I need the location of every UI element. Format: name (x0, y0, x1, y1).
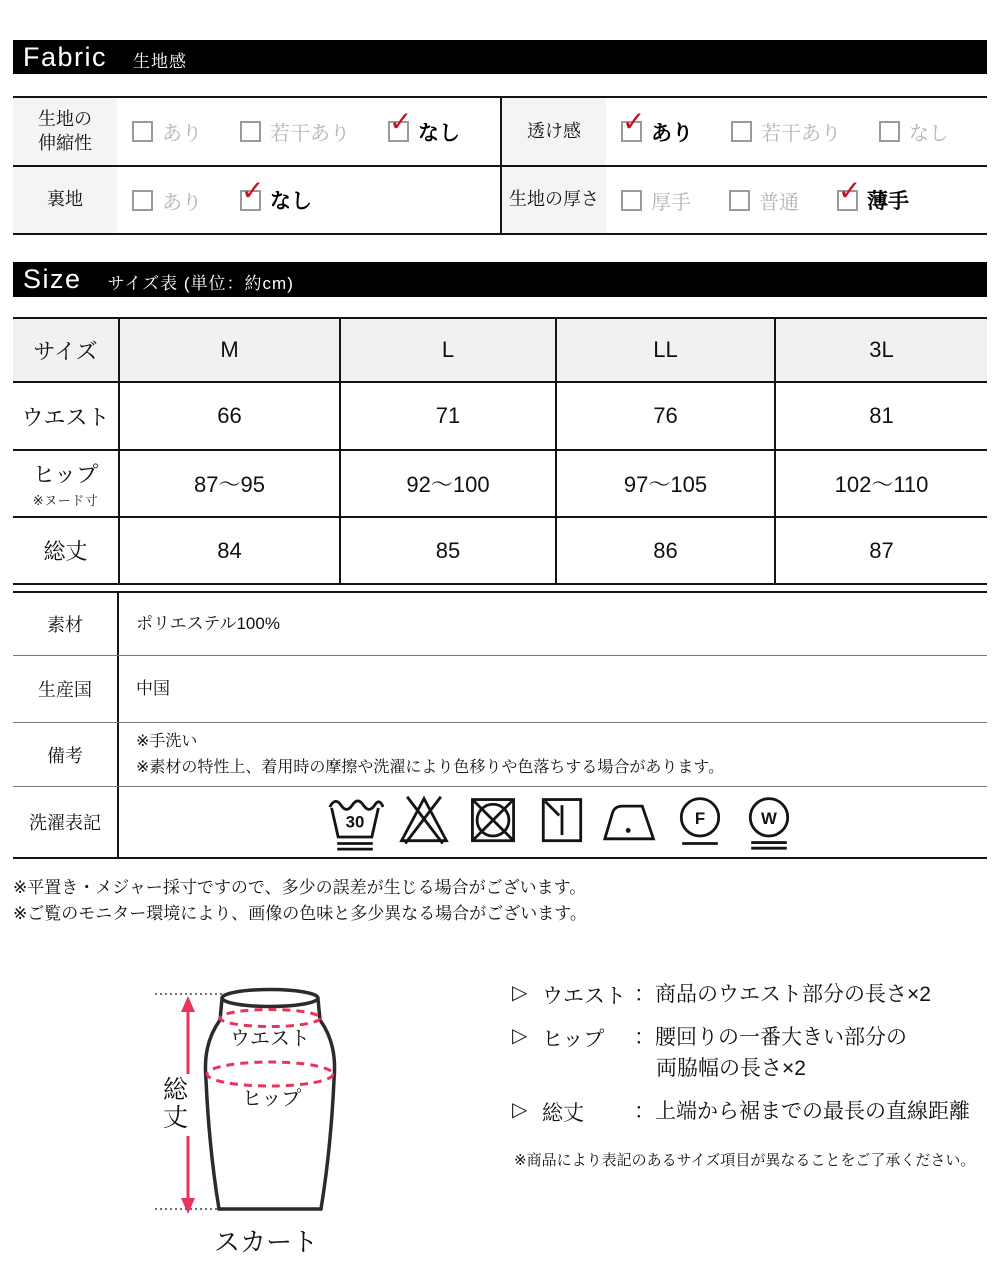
fabric-row-label: 生地の 伸縮性 (13, 98, 117, 165)
size-header-cell: L (340, 318, 556, 382)
wash-30-icon (326, 792, 384, 852)
checkbox-option: 若干あり (240, 117, 350, 146)
red-check-icon: ✓ (389, 105, 413, 138)
fabric-table (13, 96, 987, 235)
checkbox-option: なし (879, 117, 949, 146)
checkbox-icon (240, 173, 265, 211)
note-line: ※平置き・メジャー採寸ですので、多少の誤差が生じる場合がございます。 (13, 878, 587, 897)
checkbox-option-selected: ✓ なし (241, 173, 312, 213)
fabric-row-label: 生地の厚さ (502, 167, 606, 233)
detail-row-material: 素材 ポリエステル100% (13, 593, 987, 655)
size-header-cell: M (119, 318, 340, 382)
svg-text:30: 30 (345, 812, 364, 832)
wet-clean-w-icon (740, 792, 798, 852)
checkbox-option: 普通 (729, 186, 799, 215)
fabric-heading-en: Fabric (23, 41, 108, 72)
size-value-cell: 76 (556, 382, 775, 450)
detail-row-remarks: 備考 ※手洗い ※素材の特性上、着用時の摩擦や洗濯により色移りや色落ちする場合があります。 (13, 722, 987, 786)
checkbox-icon (240, 121, 261, 142)
legend-row-waist: ▷ ウエスト ：商品のウエスト部分の長さ×2 (512, 981, 931, 1008)
size-section-header (13, 262, 987, 297)
iron-low-heat-icon (602, 792, 660, 852)
shade-drip-dry-icon (533, 792, 591, 852)
size-row-waist (13, 382, 987, 450)
fabric-section-header (13, 40, 987, 74)
triangle-marker-icon: ▷ (512, 1099, 528, 1121)
size-header-cell: 3L (775, 318, 987, 382)
size-value-cell: 66 (119, 382, 340, 450)
size-heading-en: Size (23, 264, 82, 294)
length-measure-label: 総丈 (163, 1075, 189, 1133)
checkbox-icon (621, 190, 642, 211)
size-value-cell: 87 (775, 517, 987, 584)
legend-row-hip: ▷ ヒップ ：腰回りの一番大きい部分の 両脇幅の長さ×2 (512, 1025, 907, 1080)
size-value-cell: 87〜95 (119, 450, 340, 517)
size-header-cell: LL (556, 318, 775, 382)
detail-table (13, 591, 987, 859)
remark-line: ※素材の特性上、着用時の摩擦や洗濯により色移りや色落ちする場合があります。 (136, 758, 725, 776)
skirt-diagram (130, 976, 380, 1276)
checkbox-option-selected: ✓ なし (389, 105, 460, 145)
checkbox-icon (621, 105, 646, 142)
size-value-cell: 102〜110 (775, 450, 987, 517)
fabric-heading-ja: 生地感 (133, 51, 188, 71)
measurement-notes (13, 875, 987, 928)
svg-text:F: F (694, 808, 705, 828)
checkbox-icon (879, 121, 900, 142)
size-value-cell: 86 (556, 517, 775, 584)
detail-row-country: 生産国 中国 (13, 655, 987, 722)
waist-measure-label: ウエスト (230, 1027, 310, 1050)
checkbox-option: 若干あり (731, 117, 841, 146)
size-value-cell: 84 (119, 517, 340, 584)
size-value-cell: 97〜105 (556, 450, 775, 517)
no-bleach-icon (395, 792, 453, 852)
size-row-label: ウエスト (13, 382, 119, 450)
red-check-icon: ✓ (241, 173, 265, 207)
size-value-cell: 81 (775, 382, 987, 450)
fabric-row-sheerness (500, 98, 987, 167)
material-value: ポリエステル100% (136, 614, 280, 634)
triangle-marker-icon: ▷ (512, 1025, 528, 1048)
fabric-row-label: 透け感 (502, 98, 606, 165)
country-value: 中国 (136, 679, 170, 699)
checkbox-icon (729, 190, 750, 211)
size-heading-ja: サイズ表 (単位：約cm) (107, 274, 294, 293)
fabric-row-thickness (500, 167, 987, 233)
hip-measure-label: ヒップ (242, 1087, 302, 1110)
size-value-cell: 85 (340, 517, 556, 584)
size-row-label: 総丈 (13, 517, 119, 584)
checkbox-option: あり (132, 117, 202, 146)
detail-row-care: 洗濯表記 30 F W (13, 786, 987, 857)
checkbox-icon (132, 121, 153, 142)
size-row-hip (13, 450, 987, 517)
fabric-row-lining (13, 167, 500, 233)
hip-note: ※ヌード寸 (32, 493, 99, 508)
red-check-icon: ✓ (838, 173, 862, 207)
red-check-icon: ✓ (622, 105, 646, 138)
legend-note: ※商品により表記のあるサイズ項目が異なることをご了承ください。 (514, 1152, 976, 1170)
svg-text:W: W (760, 808, 777, 828)
checkbox-option-selected: ✓ 薄手 (838, 173, 909, 213)
checkbox-icon (388, 105, 413, 142)
size-row-label: ヒップ ※ヌード寸 (13, 450, 119, 517)
measuring-legend (512, 976, 975, 1276)
garment-type-label: スカート (214, 1226, 319, 1257)
size-value-cell: 92〜100 (340, 450, 556, 517)
size-value-cell: 71 (340, 382, 556, 450)
fabric-row-stretch (13, 98, 500, 167)
checkbox-option: 厚手 (621, 186, 691, 215)
size-table (13, 317, 987, 585)
care-symbols (117, 787, 987, 857)
size-row-length (13, 517, 987, 584)
remark-line: ※手洗い (136, 732, 198, 750)
checkbox-option: あり (132, 186, 202, 215)
note-line: ※ご覧のモニター環境により、画像の色味と多少異なる場合がございます。 (13, 904, 587, 924)
dry-clean-f-icon (671, 792, 729, 852)
no-tumble-dry-icon (464, 792, 522, 852)
legend-row-length: ▷ 総丈 ：上端から裾までの最長の直線距離 (512, 1099, 970, 1125)
fabric-row-label: 裏地 (13, 167, 117, 233)
checkbox-option-selected: ✓ あり (622, 105, 693, 145)
triangle-marker-icon: ▷ (512, 981, 528, 1004)
checkbox-icon (731, 121, 752, 142)
size-table-header-row (13, 318, 987, 382)
measuring-guide (13, 976, 987, 1276)
size-header-cell: サイズ (13, 318, 119, 382)
checkbox-icon (837, 173, 862, 211)
checkbox-icon (132, 190, 153, 211)
